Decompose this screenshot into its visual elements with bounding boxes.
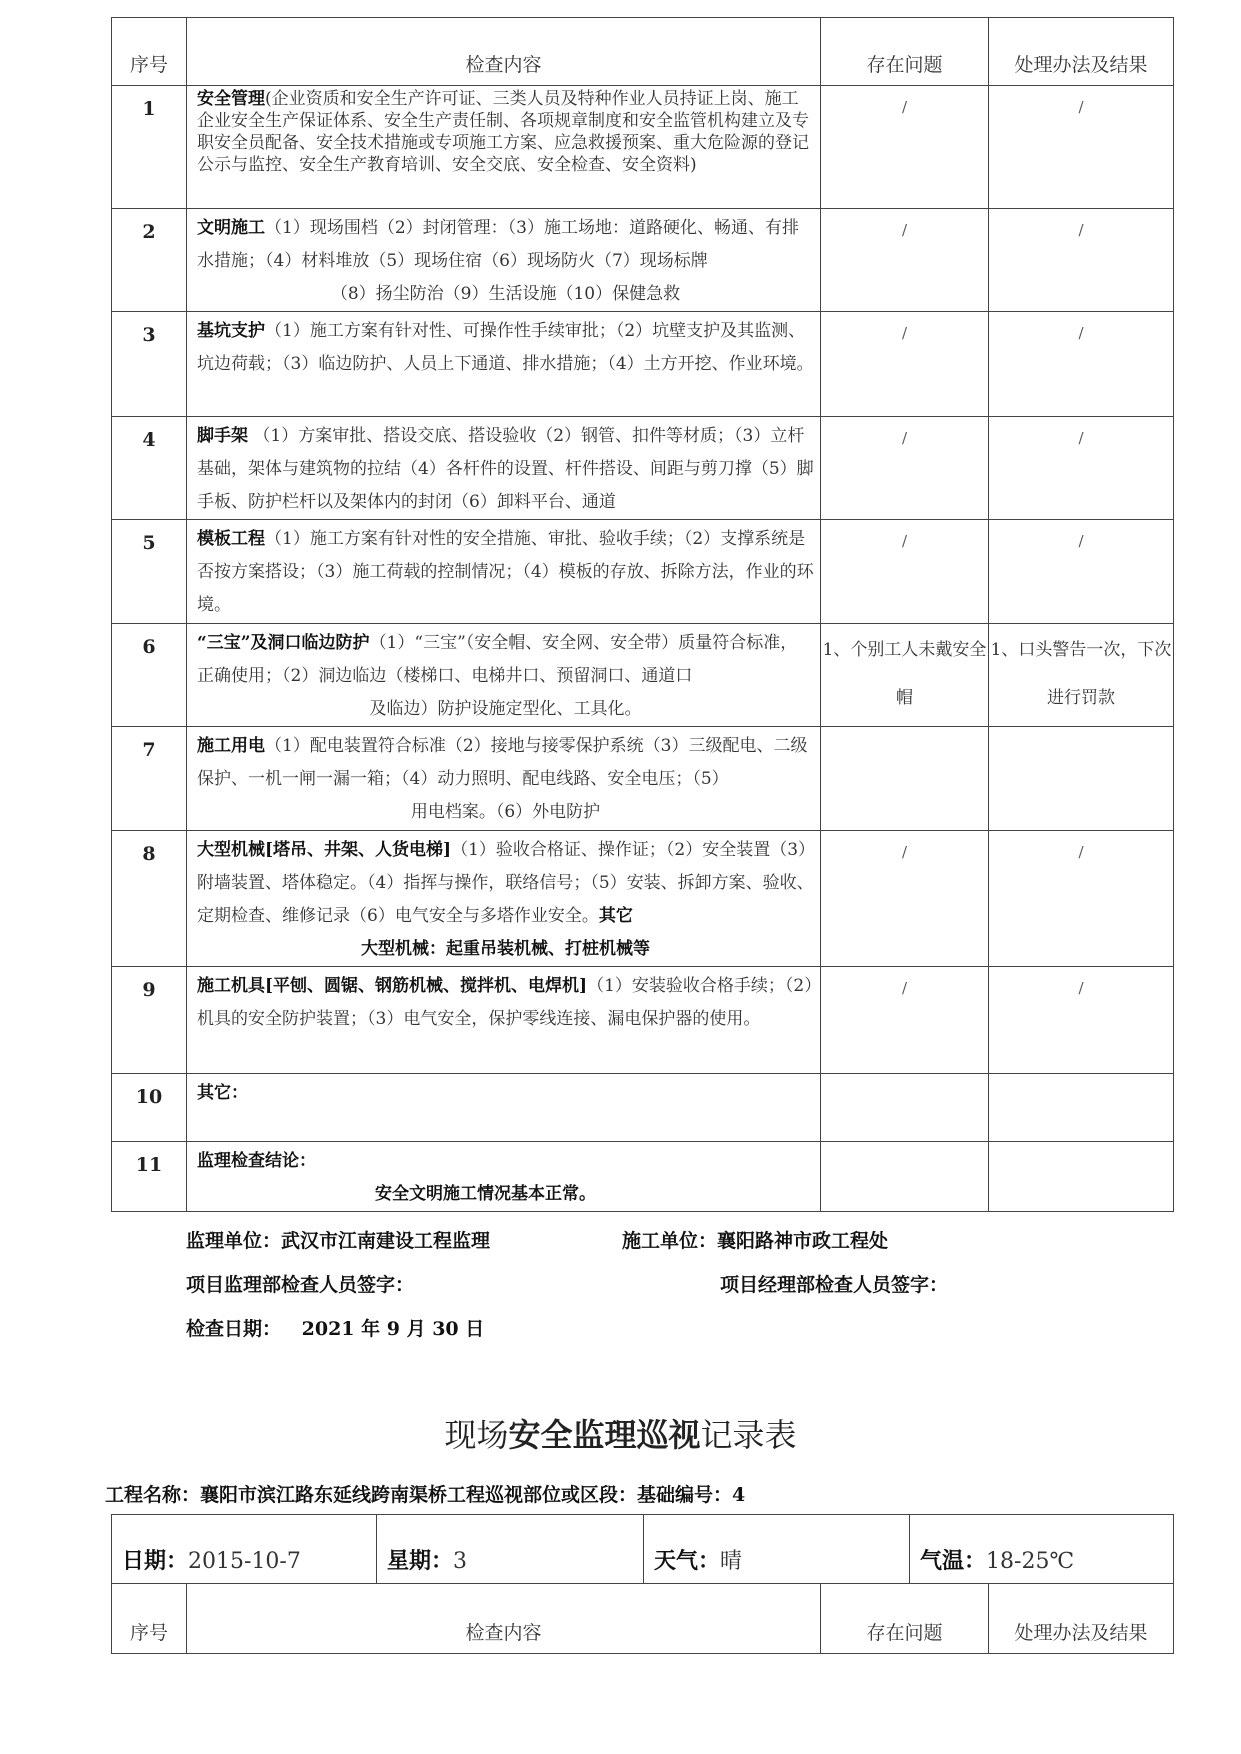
row-content	[187, 417, 821, 520]
row-text: （1）施工方案有针对性、可操作性手续审批；（2）坑壁支护及其监测、坑边荷载；（3）临边防护、人员上下通道、排水措施；（4）土方开挖、作业环境。	[197, 321, 814, 374]
row-issue: /	[821, 86, 989, 209]
supervisor-sign-label: 项目监理部检查人员签字：	[186, 1274, 415, 1296]
row-title: 文明施工	[197, 218, 265, 238]
header-issue: 存在问题	[821, 18, 989, 86]
row-title: 脚手架	[197, 426, 248, 446]
row-text: （1）现场围档（2）封闭管理：（3）施工场地：道路硬化、畅通、有排水措施；（4）材料堆放（5）现场住宿（6）现场防火（7）现场标牌	[197, 218, 799, 271]
row-result: /	[989, 417, 1174, 520]
date-label: 检查日期：	[186, 1318, 282, 1340]
construction-unit: 施工单位：襄阳路神市政工程处	[622, 1230, 889, 1252]
row-result	[989, 727, 1174, 831]
row-issue	[821, 727, 989, 831]
row-title: 安全管理	[197, 89, 265, 109]
row-no: 5	[112, 520, 187, 624]
row-content	[187, 520, 821, 624]
row-title: 施工机具[平刨、圆锯、钢筋机械、搅拌机、电焊机]	[197, 976, 588, 996]
date-cell	[112, 1515, 377, 1584]
row-text-center: （8）扬尘防治（9）生活设施（10）保健急救	[330, 284, 681, 304]
project-name-line: 工程名称：襄阳市滨江路东延线跨南渠桥工程巡视部位或区段：基础编号：4	[105, 1484, 746, 1506]
row-content	[187, 1142, 821, 1212]
row-text-center: 安全文明施工情况基本正常。	[375, 1184, 596, 1204]
table-header-row	[112, 18, 1174, 86]
row-no: 10	[112, 1074, 187, 1142]
row-result	[989, 1074, 1174, 1142]
weather-label: 天气：	[654, 1548, 721, 1574]
row-content	[187, 312, 821, 417]
form-title	[0, 1410, 1241, 1456]
row-result: 1、口头警告一次，下次进行罚款	[989, 624, 1174, 727]
header-content: 检查内容	[187, 1584, 821, 1654]
inspection-table	[111, 17, 1174, 1212]
date-value: 2021 年 9 月 30 日	[301, 1318, 485, 1340]
weekday-cell	[377, 1515, 644, 1584]
row-content	[187, 624, 821, 727]
temperature-value: 18-25℃	[986, 1549, 1075, 1574]
weather-cell	[644, 1515, 910, 1584]
temperature-label: 气温：	[920, 1548, 987, 1574]
row-content	[187, 831, 821, 967]
table-row	[112, 520, 1174, 624]
table-row	[112, 1142, 1174, 1212]
table-row	[112, 1074, 1174, 1142]
row-issue: /	[821, 417, 989, 520]
row-text: (企业资质和安全生产许可证、三类人员及特种作业人员持证上岗、施工企业安全生产保证体系、安全生产责任制、各项规章制度和安全监管机构建立及专职安全员配备、安全技术措施或专项施工方案、应急救援预案、重大危险源的登记公示与监控、安全生产教育培训、安全交底、安全检查、安全资料)	[197, 89, 809, 175]
row-result: /	[989, 520, 1174, 624]
table-row	[112, 967, 1174, 1074]
row-text-center: 及临边）防护设施定型化、工具化。	[369, 699, 642, 719]
row-no: 2	[112, 209, 187, 312]
row-result: /	[989, 831, 1174, 967]
row-content	[187, 86, 821, 209]
row-issue: /	[821, 209, 989, 312]
row-title: “三宝”及洞口临边防护	[197, 633, 370, 653]
date-label: 日期：	[122, 1548, 189, 1574]
form-header-table	[111, 1583, 1174, 1654]
table-row	[112, 727, 1174, 831]
row-issue: /	[821, 831, 989, 967]
header-result: 处理办法及结果	[989, 18, 1174, 86]
row-result: /	[989, 312, 1174, 417]
row-issue: 1、个别工人未戴安全帽	[821, 624, 989, 727]
table-row	[112, 312, 1174, 417]
weekday-label: 星期：	[387, 1548, 454, 1574]
row-no: 1	[112, 86, 187, 209]
row-text: （1）验收合格证、操作证；（2）安全装置（3）附墙装置、塔体稳定。（4）指挥与操作，联络信号；（5）安装、拆卸方案、验收、定期检查、维修记录（6）电气安全与多塔作业安全。	[197, 840, 814, 926]
row-no: 3	[112, 312, 187, 417]
row-title: 施工用电	[197, 736, 265, 756]
header-no: 序号	[112, 1584, 187, 1654]
row-title: 模板工程	[197, 529, 265, 549]
row-text: （1）施工方案有针对性的安全措施、审批、验收手续；（2）支撑系统是否按方案搭设；（3）施工荷载的控制情况；（4）模板的存放、拆除方法，作业的环境。	[197, 529, 814, 615]
table-row	[112, 417, 1174, 520]
title-post: 记录表	[700, 1416, 797, 1454]
table-row	[112, 831, 1174, 967]
row-text-center: 用电档案。（6）外电防护	[410, 802, 601, 822]
row-no: 4	[112, 417, 187, 520]
row-issue: /	[821, 312, 989, 417]
row-no: 11	[112, 1142, 187, 1212]
row-result: /	[989, 209, 1174, 312]
table-row	[112, 624, 1174, 727]
row-no: 9	[112, 967, 187, 1074]
row-no: 7	[112, 727, 187, 831]
table-row	[112, 86, 1174, 209]
header-content: 检查内容	[187, 18, 821, 86]
form-info-row	[112, 1515, 1174, 1584]
row-title: 监理检查结论：	[197, 1151, 316, 1171]
row-text: （1）配电装置符合标准（2）接地与接零保护系统（3）三级配电、二级保护、一机一闸一漏一箱；（4）动力照明、配电线路、安全电压；（5）	[197, 736, 808, 789]
row-content	[187, 967, 821, 1074]
row-no: 8	[112, 831, 187, 967]
row-title: 其它：	[197, 1083, 248, 1103]
inspection-date	[186, 1314, 484, 1341]
row-content	[187, 727, 821, 831]
title-bold: 安全监理巡视	[508, 1416, 701, 1454]
row-content	[187, 209, 821, 312]
weekday-value: 3	[453, 1549, 468, 1574]
row-result: /	[989, 967, 1174, 1074]
row-result	[989, 1142, 1174, 1212]
date-value: 2015-10-7	[188, 1549, 301, 1574]
header-no: 序号	[112, 18, 187, 86]
table-header-row	[112, 1584, 1174, 1654]
row-content	[187, 1074, 821, 1142]
form-info-table	[111, 1514, 1174, 1584]
header-issue: 存在问题	[821, 1584, 989, 1654]
row-text: （1）安装验收合格手续；（2）机具的安全防护装置；（3）电气安全，保护零线连接、漏电保护器的使用。	[197, 976, 813, 1029]
row-text: （1）“三宝”（安全帽、安全网、安全带）质量符合标准，正确使用；（2）洞边临边（楼梯口、电梯井口、预留洞口、通道口	[197, 633, 798, 686]
row-result: /	[989, 86, 1174, 209]
row-text: （1）方案审批、搭设交底、搭设验收（2）钢管、扣件等材质；（3）立杆基础，架体与建筑物的拉结（4）各杆件的设置、杆件搭设、间距与剪刀撑（5）脚手板、防护栏杆以及架体内的封闭（6）卸料平台、通道	[197, 426, 814, 512]
row-text-center: 大型机械：起重吊装机械、打桩机械等	[361, 939, 650, 959]
weather-value: 晴	[720, 1549, 743, 1574]
header-result: 处理办法及结果	[989, 1584, 1174, 1654]
supervisor-unit: 监理单位：武汉市江南建设工程监理	[186, 1230, 491, 1252]
row-title: 基坑支护	[197, 321, 265, 341]
row-issue: /	[821, 967, 989, 1074]
table-row	[112, 209, 1174, 312]
row-issue	[821, 1142, 989, 1212]
row-tail-bold: 其它	[598, 906, 633, 926]
row-no: 6	[112, 624, 187, 727]
title-pre: 现场	[444, 1416, 509, 1454]
temperature-cell	[910, 1515, 1174, 1584]
row-issue: /	[821, 520, 989, 624]
manager-sign-label: 项目经理部检查人员签字：	[720, 1274, 949, 1296]
row-title: 大型机械[塔吊、井架、人货电梯]	[197, 840, 452, 860]
row-issue	[821, 1074, 989, 1142]
